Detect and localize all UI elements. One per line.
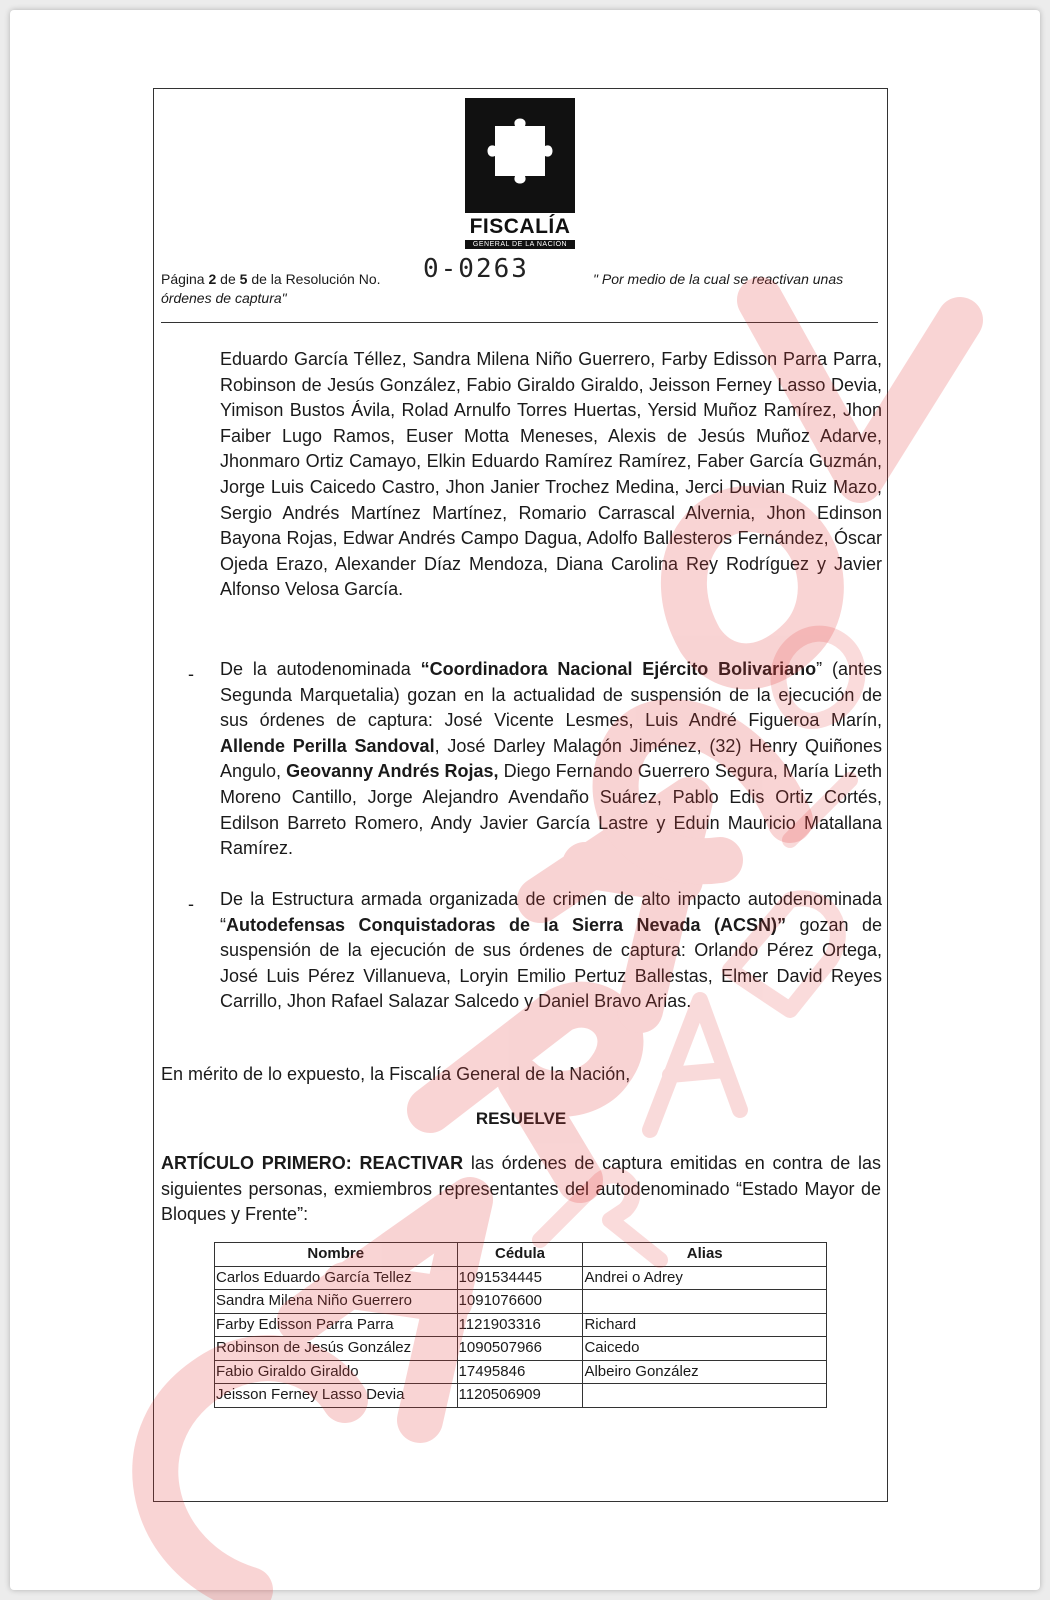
header-divider [161, 322, 878, 323]
text-span: gozan de suspensión de la ejecución de sus órdenes de captura: Orlando Pérez Ortega, José Luis Pérez Villanueva, Loryin Emilio Pertuz Ballestas, Elmer David Reyes Carrillo, Jhon Rafael Salazar Salcedo y Daniel Bravo Arias. [220, 914, 882, 1012]
bullet-dash: - [188, 664, 194, 684]
bullet-dash: - [188, 894, 194, 914]
names-paragraph: Eduardo García Téllez, Sandra Milena Niño Guerrero, Farby Edisson Parra Parra, Robinson de Jesús González, Fabio Giraldo Giraldo, Jeisson Ferney Lasso Devia, Yimison Bustos Ávila, Rolad Arnulfo Torres Huertas, Yersid Muñoz Ramírez, Jhon Faiber Lugo Ramos, Euser Motta Meneses, Alexis de Jesús Muñoz Adarve, Jhonmaro Ortiz Camayo, Elkin Eduardo Ramírez Ramírez, Faber García Guzmán, Jorge Luis Caicedo Castro, Jhon Janier Trochez Medina, Jerci Duvian Ruiz Mazo, Sergio Andrés Martínez Martínez, Romario Carrascal Alvernia, Jhon Edinson Bayona Rojas, Edwar Andrés Campo Dagua, Adolfo Ballesteros Fernández, Óscar Ojeda Erazo, Alexander Díaz Mendoza, Diana Carolina Rey Rodríguez y Javier Alfonso Velosa García. [220, 349, 882, 600]
puzzle-logo-icon [465, 98, 575, 213]
article-text: las órdenes de captura emitidas en contra de las siguientes personas, exmiembros representantes del autodenominado “Estado Mayor de Bloques y Frente”: [161, 1153, 881, 1225]
text-span: , José Darley Malagón Jiménez, (32) Henry Quiñones Angulo, [220, 735, 882, 782]
page-number: 2 [208, 271, 217, 287]
merit-paragraph: En mérito de lo expuesto, la Fiscalía General de la Nación, [161, 1064, 631, 1084]
table-row [215, 1313, 827, 1337]
page-total: 5 [239, 271, 248, 287]
resolution-motto-cont: órdenes de captura" [161, 290, 287, 306]
cell-nombre: Farby Edisson Parra Parra [215, 1313, 458, 1337]
cell-nombre: Carlos Eduardo García Tellez [215, 1266, 458, 1290]
cell-cedula: 1091076600 [457, 1290, 583, 1314]
cell-cedula: 1091534445 [457, 1266, 583, 1290]
cell-alias [583, 1384, 827, 1408]
persons-table [214, 1242, 827, 1408]
cell-alias: Albeiro González [583, 1360, 827, 1384]
bold-span: Allende Perilla Sandoval [220, 735, 435, 756]
cell-cedula: 1090507966 [457, 1337, 583, 1361]
text-span: De la Estructura armada organizada de crimen de alto impacto autodenominada “ [220, 889, 882, 935]
table-row [215, 1337, 827, 1361]
table-row [215, 1384, 827, 1408]
fiscalia-logo [465, 98, 575, 249]
cell-alias: Richard [583, 1313, 827, 1337]
column-header: Cédula [457, 1243, 583, 1267]
table-row [215, 1360, 827, 1384]
text-span: Diego Fernando Guerrero Segura, María Lizeth Moreno Cantillo, Jorge Alejandro Avendaño Suárez, Pablo Edis Ortiz Cortés, Edilson Barreto Romero, Andy Javier García Lastre y Eduin Mauricio Matallana Ramírez. [220, 761, 882, 859]
logo-name: FISCALÍA [469, 215, 571, 238]
cell-alias [583, 1290, 827, 1314]
cell-alias: Caicedo [583, 1337, 827, 1361]
resuelve-heading: RESUELVE [475, 1109, 567, 1128]
acsn-paragraph [220, 887, 882, 1015]
text-span: ” (antes Segunda Marquetalia) gozan en la actualidad de suspensión de la ejecución de sus órdenes de captura: José Vicente Lesmes, Luis André Figueroa Marín, [220, 659, 883, 731]
cell-nombre: Robinson de Jesús González [215, 1337, 458, 1361]
table-row [215, 1266, 827, 1290]
table-row [215, 1290, 827, 1314]
cell-cedula: 1121903316 [457, 1313, 583, 1337]
page-label: Página [161, 271, 209, 287]
logo-subtitle: GENERAL DE LA NACIÓN [465, 240, 575, 249]
cnbe-paragraph [220, 657, 882, 862]
resolution-label: de la Resolución No. [247, 271, 381, 287]
page-of: de [216, 271, 240, 287]
bold-span: Geovanny Andrés Rojas, [286, 761, 499, 782]
cell-alias: Andrei o Adrey [583, 1266, 827, 1290]
article-paragraph [161, 1151, 881, 1228]
bold-span: “Coordinadora Nacional Ejército Bolivariano [420, 659, 817, 679]
cell-cedula: 17495846 [457, 1360, 583, 1384]
resolution-motto: " Por medio de la cual se reactivan unas [593, 271, 844, 287]
cell-nombre: Jeisson Ferney Lasso Devia [215, 1384, 458, 1408]
cell-nombre: Sandra Milena Niño Guerrero [215, 1290, 458, 1314]
cell-cedula: 1120506909 [457, 1384, 583, 1408]
resolution-number: 0-0263 [423, 254, 529, 284]
page-indicator [161, 270, 381, 289]
bold-span: Autodefensas Conquistadoras de la Sierra Nevada (ACSN)” [226, 914, 786, 935]
text-span: De la autodenominada [220, 659, 421, 679]
cell-nombre: Fabio Giraldo Giraldo [215, 1360, 458, 1384]
column-header: Nombre [215, 1243, 458, 1267]
table-header-row [215, 1243, 827, 1267]
article-label: ARTÍCULO PRIMERO: REACTIVAR [161, 1153, 464, 1173]
column-header: Alias [583, 1243, 827, 1267]
